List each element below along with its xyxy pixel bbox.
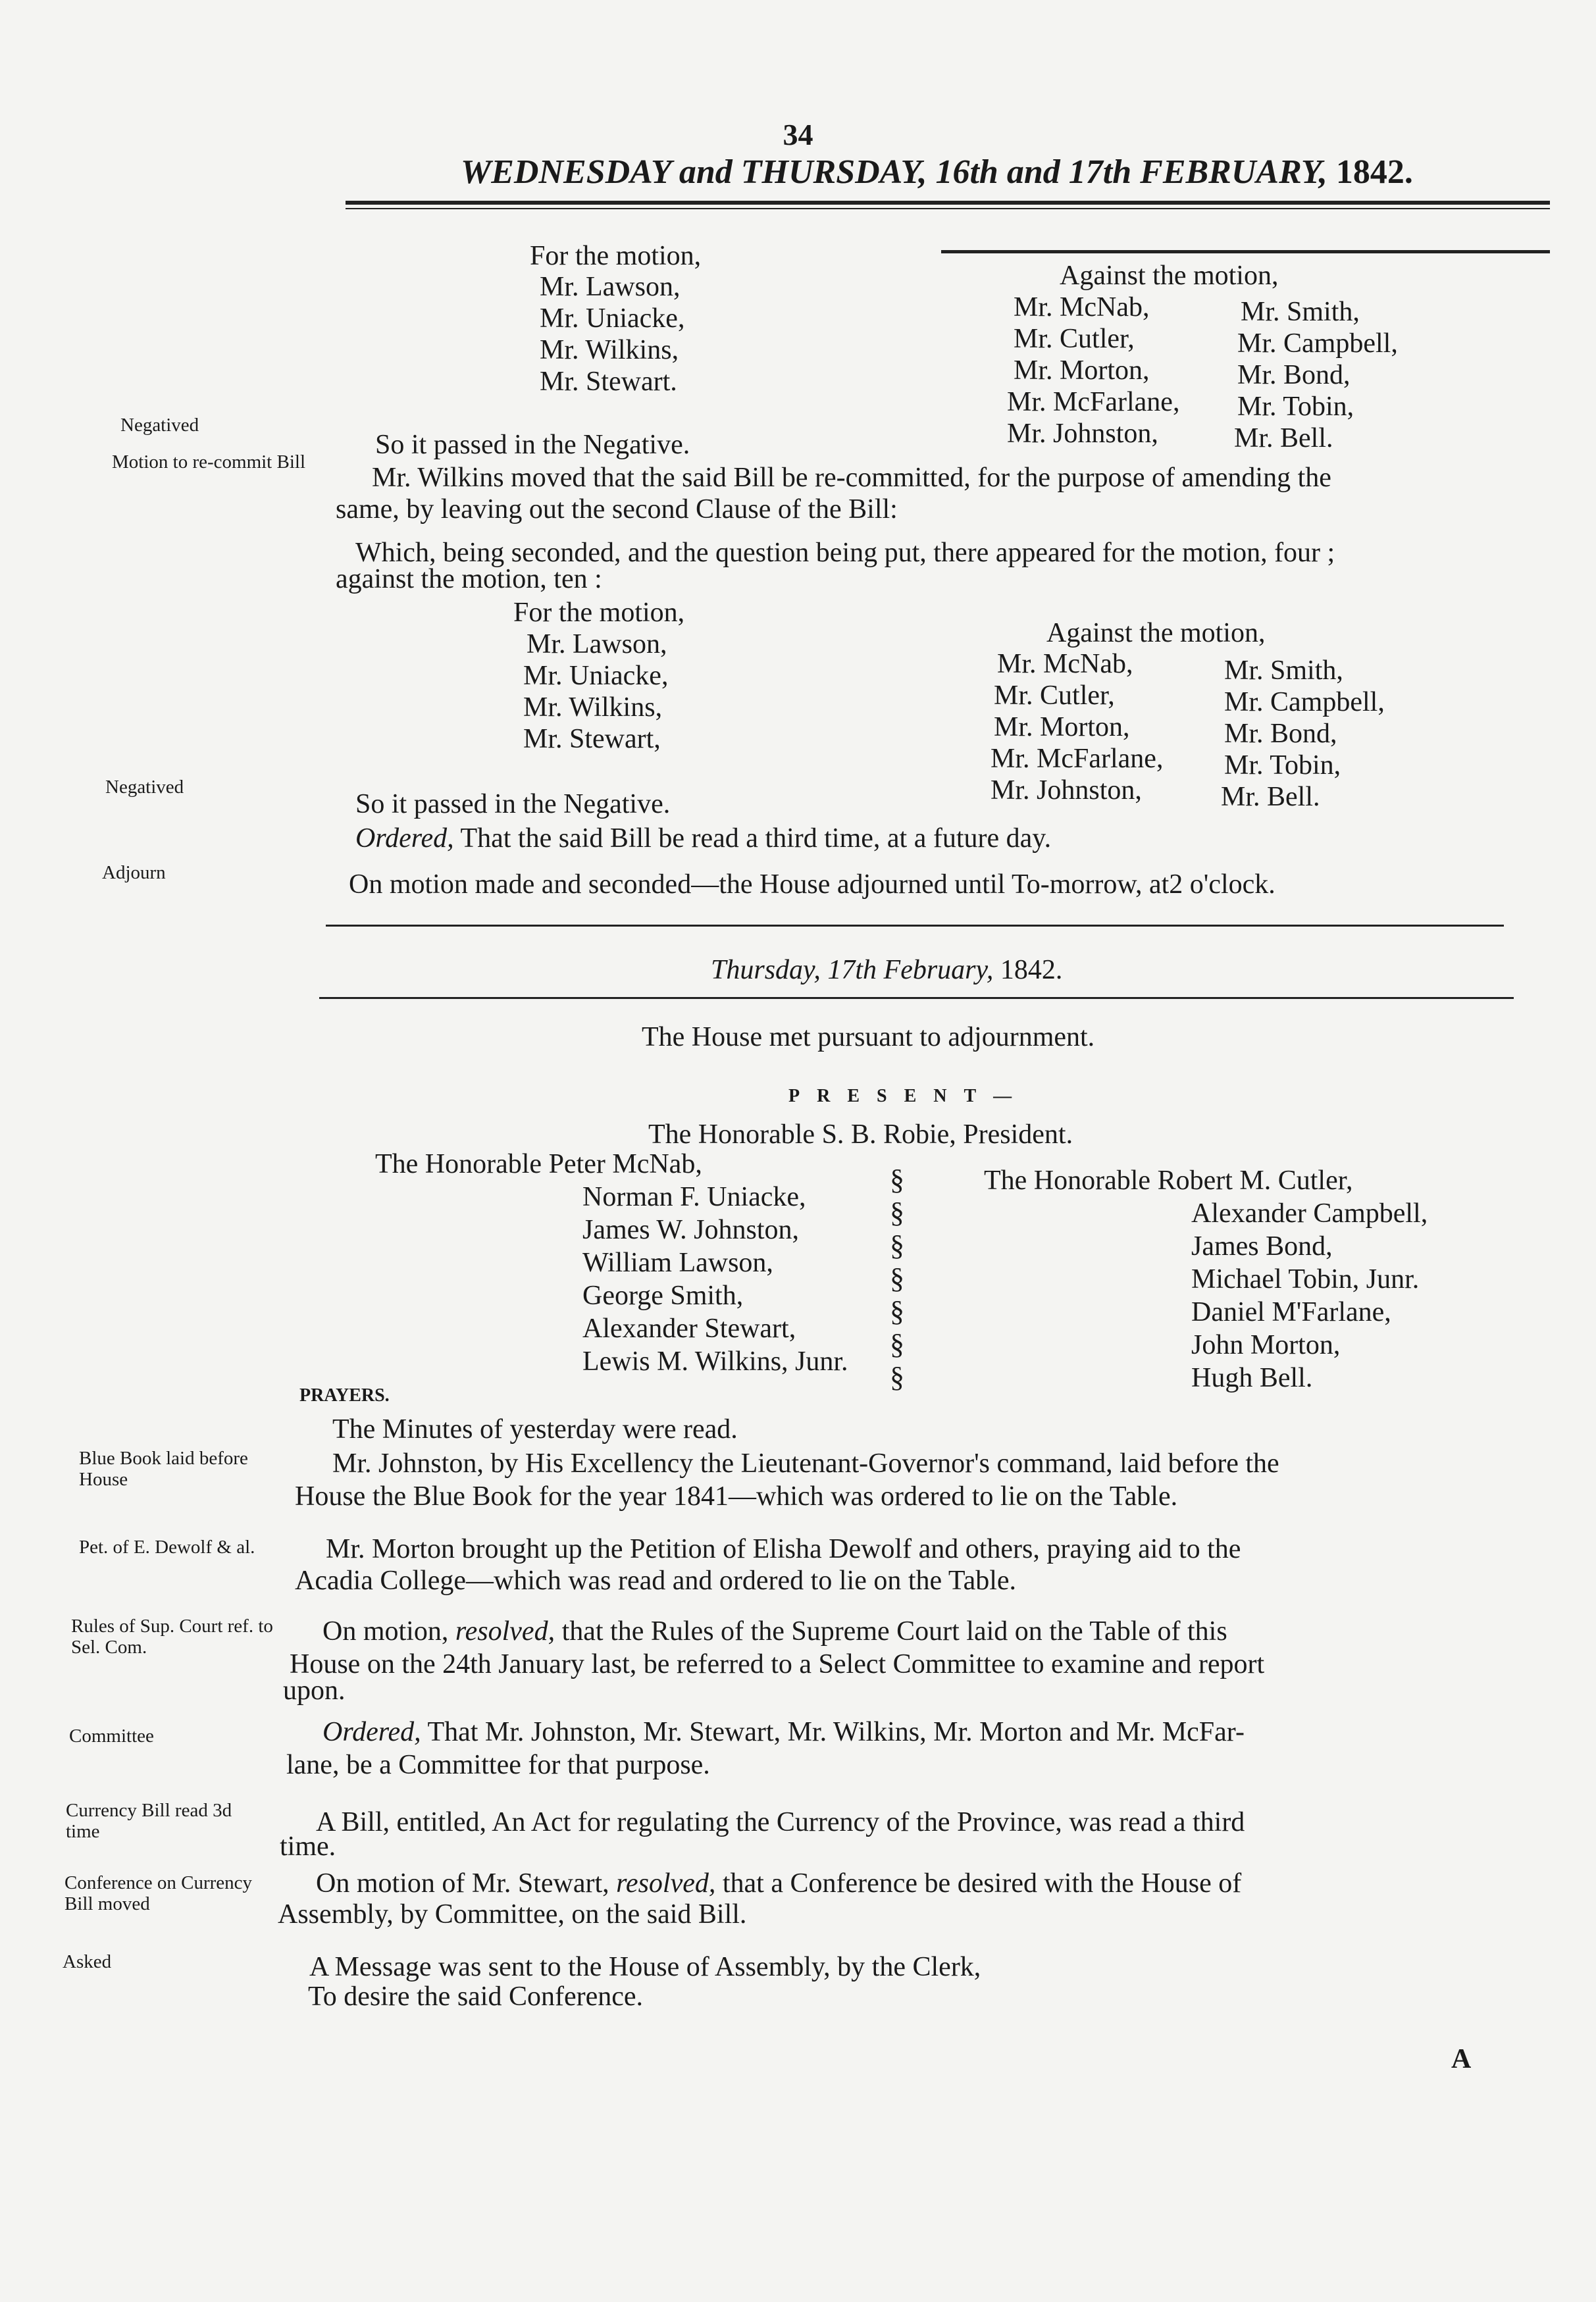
division2-for-name: Mr. Wilkins,	[523, 692, 663, 723]
bill-line-1: A Bill, entitled, An Act for regulating the Currency of the Province, was read a third	[316, 1807, 1245, 1837]
house-met-line: The House met pursuant to adjournment.	[642, 1022, 1095, 1052]
conference-resolved: resolved,	[616, 1868, 716, 1899]
present-left-name: William Lawson,	[582, 1248, 773, 1278]
division1-against-name: Mr. Morton,	[1014, 355, 1150, 386]
margin-note-rules-sup-court: Rules of Sup. Court ref. to Sel. Com.	[71, 1616, 273, 1658]
rules-line-1	[322, 1616, 1227, 1647]
thursday-heading-date: Thursday, 17th February,	[711, 955, 994, 985]
present-left-name: Alexander Stewart,	[582, 1314, 796, 1344]
division1-against-name: Mr. McNab,	[1014, 292, 1150, 322]
which-line-2: against the motion, ten :	[336, 564, 602, 594]
present-right-name: Michael Tobin, Junr.	[1191, 1264, 1420, 1294]
message-line-1: A Message was sent to the House of Assembly, by the Clerk,	[309, 1952, 981, 1982]
division2-against-name: Mr. Bell.	[1221, 782, 1320, 812]
margin-note-negatived: Negatived	[120, 415, 199, 436]
division1-against-name: Mr. Smith,	[1241, 297, 1360, 327]
conference-line-2: Assembly, by Committee, on the said Bill.	[278, 1899, 747, 1930]
division1-against-name: Mr. Campbell,	[1237, 328, 1398, 359]
division2-against-name: Mr. Morton,	[994, 712, 1130, 742]
division1-against-name: Mr. Tobin,	[1237, 392, 1354, 422]
margin-note-pet-dewolf: Pet. of E. Dewolf & al.	[79, 1537, 255, 1558]
division2-against-name: Mr. McFarlane,	[991, 744, 1164, 774]
present-left-name: Lewis M. Wilkins, Junr.	[582, 1346, 848, 1377]
division2-against-name: Mr. Bond,	[1224, 719, 1337, 749]
header-rule-right	[941, 250, 1550, 253]
division1-against-name: Mr. McFarlane,	[1007, 387, 1180, 417]
section-rule-2	[319, 997, 1514, 999]
division2-for-name: Mr. Lawson,	[527, 629, 667, 659]
present-left-name: Norman F. Uniacke,	[582, 1182, 806, 1212]
present-heading: PRESENT—	[788, 1086, 1029, 1106]
margin-note-blue-book: Blue Book laid before House	[79, 1448, 248, 1490]
margin-note-committee: Committee	[69, 1726, 154, 1747]
committee-line-2: lane, be a Committee for that purpose.	[286, 1750, 710, 1780]
blue-book-line-1: Mr. Johnston, by His Excellency the Lieutenant-Governor's command, laid before the	[332, 1448, 1279, 1479]
rules-rest: that the Rules of the Supreme Court laid on the Table of this	[561, 1616, 1227, 1647]
running-head-year: 1842.	[1335, 153, 1413, 191]
wilkins-motion-line-1: Mr. Wilkins moved that the said Bill be re-committed, for the purpose of amending the	[372, 463, 1331, 493]
rules-resolved: resolved,	[455, 1616, 555, 1647]
division1-against-name: Mr. Bond,	[1237, 360, 1351, 390]
morton-line-1: Mr. Morton brought up the Petition of Elisha Dewolf and others, praying aid to the	[326, 1534, 1241, 1564]
section-mark-brace-icon: § § § § § § §	[890, 1164, 904, 1393]
division1-for-heading: For the motion,	[530, 241, 702, 271]
negative-line-2: So it passed in the Negative.	[355, 789, 671, 819]
division1-for-name: Mr. Wilkins,	[540, 335, 679, 365]
margin-note-negatived: Negatived	[105, 777, 184, 798]
ordered-rest: That the said Bill be read a third time, at a future day.	[460, 823, 1052, 854]
page-number: 34	[783, 118, 813, 151]
blue-book-line-2: House the Blue Book for the year 1841—which was ordered to lie on the Table.	[295, 1481, 1178, 1512]
division1-against-name: Mr. Bell.	[1234, 423, 1333, 453]
division1-for-name: Mr. Stewart.	[540, 367, 677, 397]
running-head	[461, 153, 1413, 192]
division1-against-heading: Against the motion,	[1060, 261, 1279, 291]
header-rule-thick	[346, 201, 1550, 205]
present-right-prefix: The Honorable Robert M. Cutler,	[984, 1165, 1353, 1196]
committee-ordered: Ordered,	[322, 1717, 421, 1747]
division1-for-name: Mr. Uniacke,	[540, 303, 685, 334]
present-right-name: Alexander Campbell,	[1191, 1198, 1428, 1229]
rules-line-2: House on the 24th January last, be referred to a Select Committee to examine and report	[290, 1649, 1265, 1679]
division2-for-heading: For the motion,	[513, 598, 685, 628]
committee-rest: That Mr. Johnston, Mr. Stewart, Mr. Wilkins, Mr. Morton and Mr. McFar-	[427, 1717, 1245, 1747]
catchword: A	[1451, 2044, 1472, 2074]
prayers-heading: PRAYERS.	[299, 1385, 390, 1406]
margin-note-conference: Conference on Currency Bill moved	[64, 1872, 253, 1914]
present-left-prefix: The Honorable Peter McNab,	[375, 1149, 702, 1179]
negative-line-1: So it passed in the Negative.	[375, 430, 690, 460]
president-line: The Honorable S. B. Robie, President.	[648, 1119, 1073, 1150]
rules-line-3: upon.	[283, 1675, 346, 1706]
division1-against-name: Mr. Johnston,	[1007, 419, 1158, 449]
ordered-word: Ordered,	[355, 823, 454, 854]
which-line-1: Which, being seconded, and the question being put, there appeared for the motion, four ;	[355, 538, 1335, 568]
division2-against-heading: Against the motion,	[1046, 618, 1266, 648]
present-right-name: James Bond,	[1191, 1231, 1333, 1262]
committee-line-1	[322, 1716, 1245, 1748]
division2-for-name: Mr. Uniacke,	[523, 661, 669, 691]
conference-on-motion: On motion of Mr. Stewart,	[316, 1868, 609, 1899]
adjourn-line: On motion made and seconded—the House adjourned until To-morrow, at2 o'clock.	[349, 869, 1275, 900]
division2-against-name: Mr. Tobin,	[1224, 750, 1341, 780]
division2-against-name: Mr. McNab,	[997, 649, 1133, 679]
header-rule-thin	[346, 208, 1550, 209]
division2-against-name: Mr. Johnston,	[991, 775, 1142, 806]
margin-note-asked: Asked	[63, 1951, 112, 1972]
thursday-heading	[711, 954, 1062, 986]
division2-against-name: Mr. Cutler,	[994, 680, 1115, 711]
ordered-third-reading	[355, 823, 1051, 854]
division1-against-name: Mr. Cutler,	[1014, 324, 1135, 354]
present-left-name: George Smith,	[582, 1281, 744, 1311]
morton-line-2: Acadia College—which was read and ordered to lie on the Table.	[295, 1566, 1017, 1596]
present-left-name: James W. Johnston,	[582, 1215, 800, 1245]
conference-rest: that a Conference be desired with the House of	[722, 1868, 1242, 1899]
present-right-name: John Morton,	[1191, 1330, 1341, 1360]
minutes-line: The Minutes of yesterday were read.	[332, 1414, 738, 1445]
rules-on-motion: On motion,	[322, 1616, 449, 1647]
margin-note-currency-bill: Currency Bill read 3d time	[66, 1800, 232, 1842]
division2-against-name: Mr. Campbell,	[1224, 687, 1385, 717]
bill-line-2: time.	[280, 1831, 336, 1862]
margin-note-adjourn: Adjourn	[102, 862, 166, 883]
wilkins-motion-line-2: same, by leaving out the second Clause of the Bill:	[336, 494, 898, 524]
division1-for-name: Mr. Lawson,	[540, 272, 681, 302]
section-rule-1	[326, 925, 1504, 927]
running-head-text: WEDNESDAY and THURSDAY, 16th and 17th FEBRUARY,	[461, 153, 1327, 191]
message-line-2: To desire the said Conference.	[308, 1982, 644, 2012]
division2-against-name: Mr. Smith,	[1224, 655, 1343, 686]
margin-note-motion-recommit: Motion to re-commit Bill	[112, 451, 306, 473]
present-right-name: Daniel M'Farlane,	[1191, 1297, 1391, 1327]
present-right-name: Hugh Bell.	[1191, 1363, 1313, 1393]
conference-line-1	[316, 1868, 1241, 1899]
division2-for-name: Mr. Stewart,	[523, 724, 661, 754]
thursday-heading-year: 1842.	[1000, 955, 1063, 985]
